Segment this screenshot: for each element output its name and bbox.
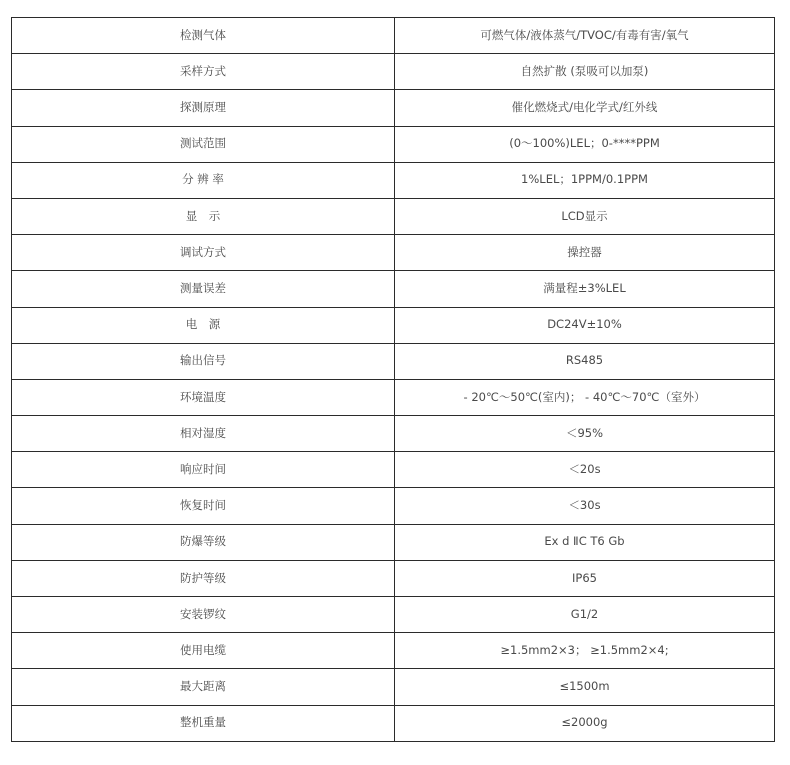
row-label: 输出信号 [12,343,395,379]
table-row [12,597,775,633]
row-value: G1/2 [395,597,775,633]
table-row [12,235,775,271]
row-label: 测量误差 [12,271,395,307]
table-row [12,271,775,307]
row-label: 电 源 [12,307,395,343]
table-row [12,90,775,126]
row-value: IP65 [395,560,775,596]
row-value: ＜30s [395,488,775,524]
row-label: 响应时间 [12,452,395,488]
table-row [12,307,775,343]
row-label: 防护等级 [12,560,395,596]
row-value: 自然扩散 (泵吸可以加泵) [395,54,775,90]
row-value: ≤2000g [395,705,775,741]
row-value: ＜95% [395,416,775,452]
row-label: 检测气体 [12,18,395,54]
table-row [12,705,775,741]
table-row [12,198,775,234]
row-label: 调试方式 [12,235,395,271]
row-value: 1%LEL；1PPM/0.1PPM [395,162,775,198]
row-label: 恢复时间 [12,488,395,524]
row-label: 显 示 [12,198,395,234]
row-label: 相对湿度 [12,416,395,452]
row-label: 最大距离 [12,669,395,705]
table-row [12,126,775,162]
table-row [12,488,775,524]
table-row [12,560,775,596]
row-label: 分 辨 率 [12,162,395,198]
row-value: 可燃气体/液体蒸气/TVOC/有毒有害/氧气 [395,18,775,54]
row-value: 操控器 [395,235,775,271]
row-label: 采样方式 [12,54,395,90]
row-label: 探测原理 [12,90,395,126]
row-label: 测试范围 [12,126,395,162]
row-value: Ex d ⅡC T6 Gb [395,524,775,560]
table-row [12,343,775,379]
row-value: 满量程±3%LEL [395,271,775,307]
row-label: 环境温度 [12,379,395,415]
row-value: ＜20s [395,452,775,488]
row-value: 催化燃烧式/电化学式/红外线 [395,90,775,126]
row-value: RS485 [395,343,775,379]
row-label: 整机重量 [12,705,395,741]
table-row [12,524,775,560]
table-row [12,18,775,54]
row-value: ≤1500m [395,669,775,705]
row-value: ≥1.5mm2×3； ≥1.5mm2×4; [395,633,775,669]
table-row [12,452,775,488]
row-label: 安装锣纹 [12,597,395,633]
table-row [12,669,775,705]
table-row [12,54,775,90]
spec-table-body [12,18,775,742]
table-row [12,162,775,198]
row-value: - 20℃～50℃(室内)； - 40℃～70℃（室外） [395,379,775,415]
table-row [12,633,775,669]
table-row [12,379,775,415]
row-value: (0～100%)LEL；0-****PPM [395,126,775,162]
row-value: LCD显示 [395,198,775,234]
table-row [12,416,775,452]
row-value: DC24V±10% [395,307,775,343]
spec-table [11,17,775,742]
row-label: 使用电缆 [12,633,395,669]
row-label: 防爆等级 [12,524,395,560]
